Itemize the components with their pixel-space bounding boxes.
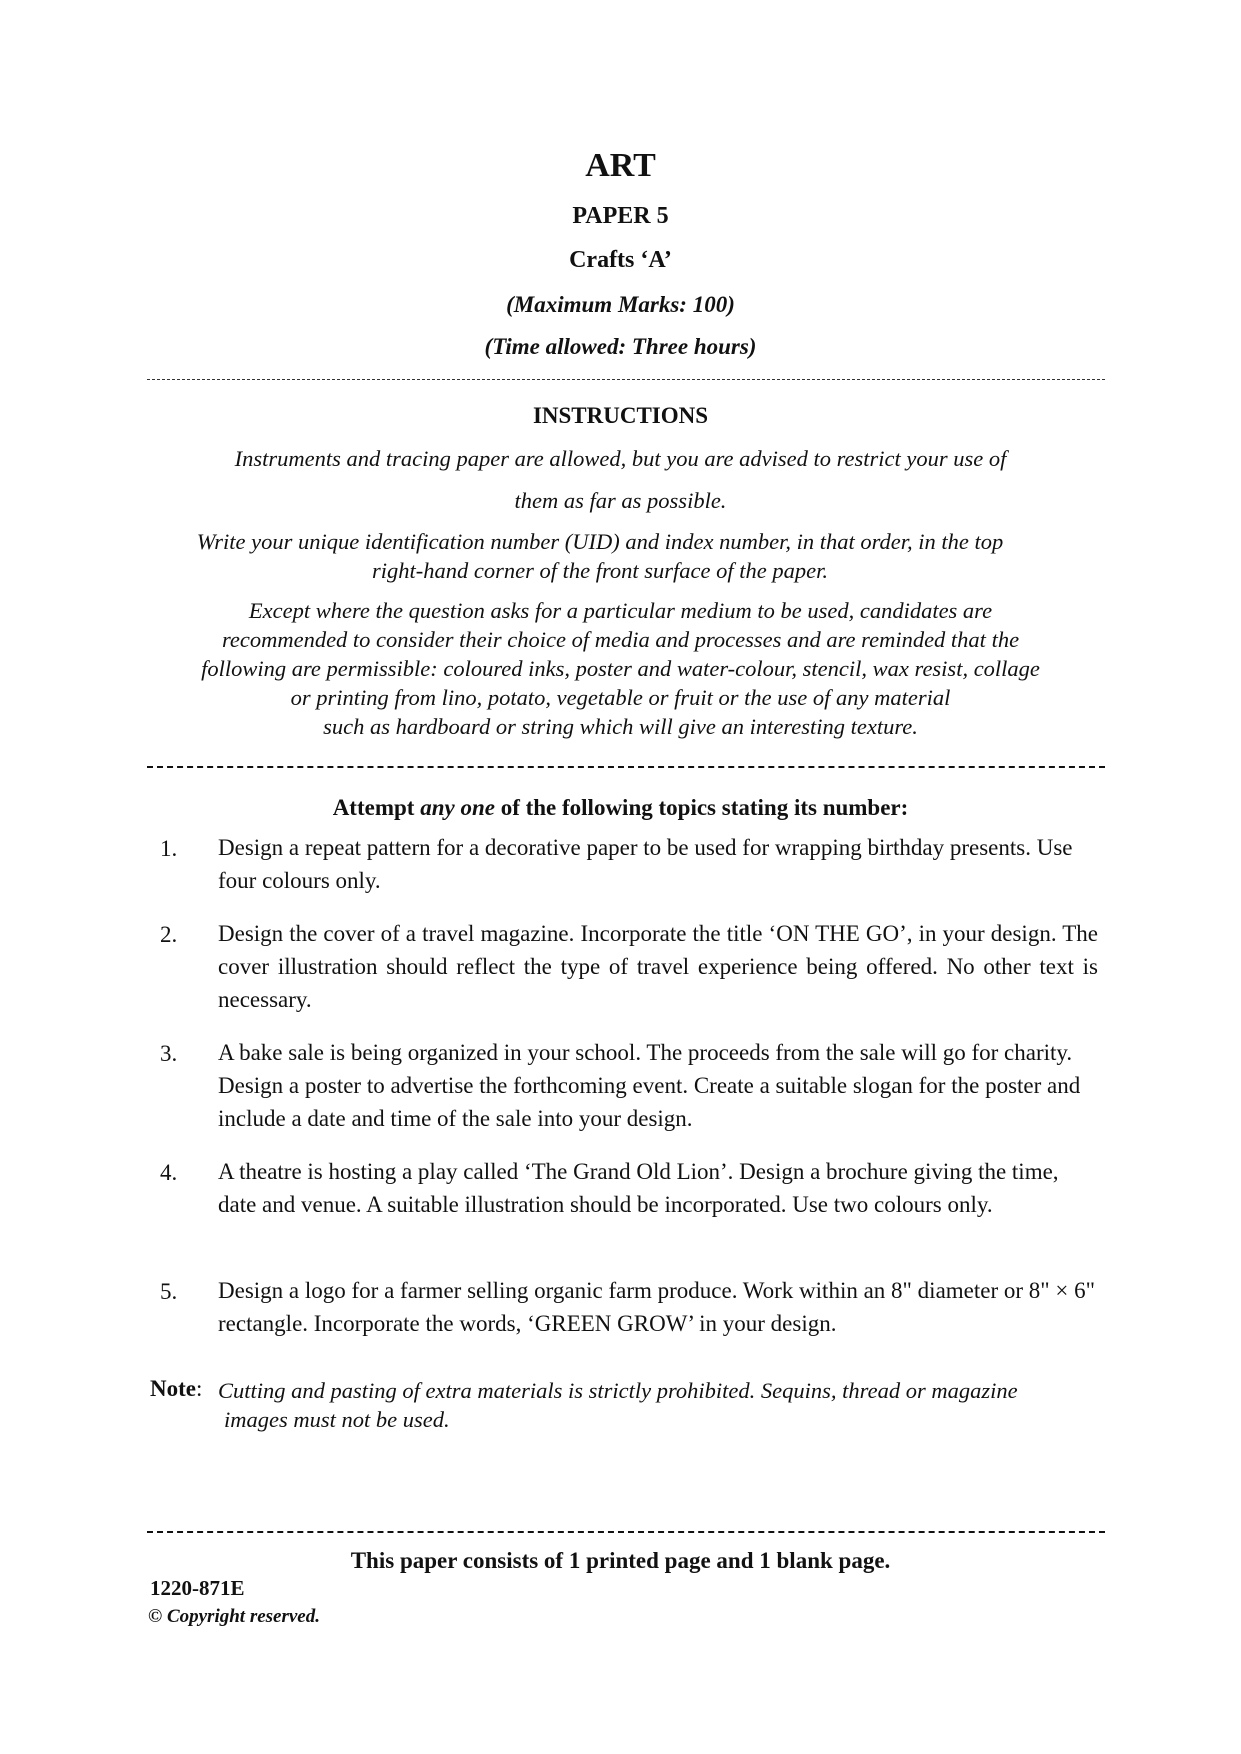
question-1-text: Design a repeat pattern for a decorative paper to be used for wrapping birthday presents. Use four colours only. xyxy=(218,835,1073,893)
divider-middle xyxy=(147,766,1105,768)
instruction-media: Except where the question asks for a particular medium to be used, candidates are recommended to consider their choice of media and processes and are reminded that the following are permissible: coloured inks, poster and water-colour, stencil, wax resist, collage or printing from lino, potato, vegetable or fruit or the use of any material such as hardboard or string which will give an interesting texture. xyxy=(201,598,1040,739)
note: Note: xyxy=(150,1376,203,1401)
question-2-number: 2. xyxy=(160,922,178,947)
copyright-icon: © xyxy=(148,1606,163,1627)
maximum-marks: (Maximum Marks: 100) xyxy=(506,292,735,317)
paper-code: 1220-871E xyxy=(150,1576,245,1600)
copyright-notice: © Copyright reserved. xyxy=(148,1606,320,1627)
subject-title: ART xyxy=(585,147,656,184)
instruction-instruments-cont: them as far as possible. xyxy=(514,488,727,513)
question-4-number: 4. xyxy=(160,1160,178,1185)
instruction-uid: Write your unique identification number (UID) and index number, in that order, in the top right-hand corner of the front surface of the paper. xyxy=(196,529,1004,583)
time-allowed: (Time allowed: Three hours) xyxy=(484,334,757,359)
question-4-text: A theatre is hosting a play called ‘The Grand Old Lion’. Design a brochure giving the time, date and venue. A suitable illustration should be incorporated. Use two colours only. xyxy=(218,1159,1059,1217)
divider-top xyxy=(147,379,1105,380)
divider-bottom xyxy=(147,1531,1105,1533)
question-3-text: A bake sale is being organized in your school. The proceeds from the sale will go for charity. Design a poster to advertise the forthcoming event. Create a suitable slogan for the poster and include a date and time of the sale into your design. xyxy=(218,1040,1081,1131)
instruction-instruments: Instruments and tracing paper are allowed, but you are advised to restrict your use of xyxy=(234,446,1007,471)
question-5-number: 5. xyxy=(160,1279,178,1304)
question-1-number: 1. xyxy=(160,836,178,861)
note-label: Note xyxy=(150,1376,196,1401)
paper-section: Crafts ‘A’ xyxy=(569,247,672,273)
question-3-number: 3. xyxy=(160,1041,178,1066)
note-text: Cutting and pasting of extra materials is strictly prohibited. Sequins, thread or magazine images must not be used. xyxy=(218,1378,1018,1432)
page-count: This paper consists of 1 printed page and 1 blank page. xyxy=(350,1548,891,1573)
question-2-text: Design the cover of a travel magazine. Incorporate the title ‘ON THE GO’, in your design. The cover illustration should reflect the type of travel experience being offered. No other text is necessary. xyxy=(218,921,1098,1012)
instructions-heading: INSTRUCTIONS xyxy=(532,403,709,428)
question-5-text: Design a logo for a farmer selling organic farm produce. Work within an 8" diameter or 8" × 6" rectangle. Incorporate the words, ‘GREEN GROW’ in your design. xyxy=(218,1278,1096,1336)
attempt-instruction: Attempt any one of the following topics stating its number: xyxy=(332,795,909,820)
paper-number: PAPER 5 xyxy=(572,203,669,229)
